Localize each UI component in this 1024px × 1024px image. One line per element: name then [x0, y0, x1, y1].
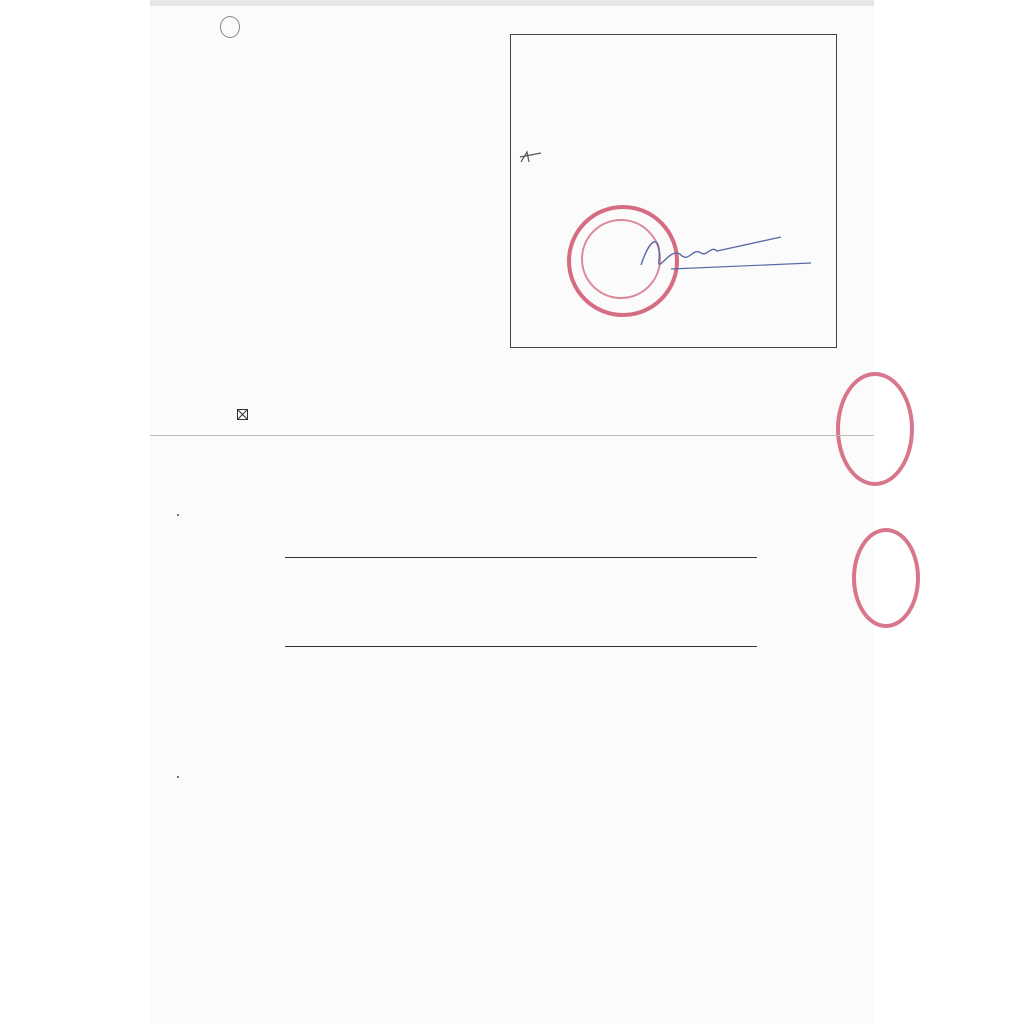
tick-instruction: [237, 409, 254, 425]
official-use-box: [510, 34, 837, 348]
signature-icon: [631, 225, 821, 285]
handwritten-page-mark: [220, 16, 240, 38]
date-acknowledged: [519, 78, 523, 94]
scan-dot: [177, 776, 179, 778]
divider: [150, 435, 874, 436]
initials-icon: [519, 150, 543, 164]
scan-dot: [177, 514, 179, 516]
brand-grid[interactable]: [285, 557, 757, 558]
edge-seal-icon: [836, 372, 914, 486]
product-name-grid[interactable]: [285, 646, 757, 647]
edge-seal-icon-2: [852, 528, 920, 628]
checked-box-icon: [237, 409, 248, 420]
scan-edge: [150, 0, 874, 6]
validity-note: [519, 150, 543, 166]
